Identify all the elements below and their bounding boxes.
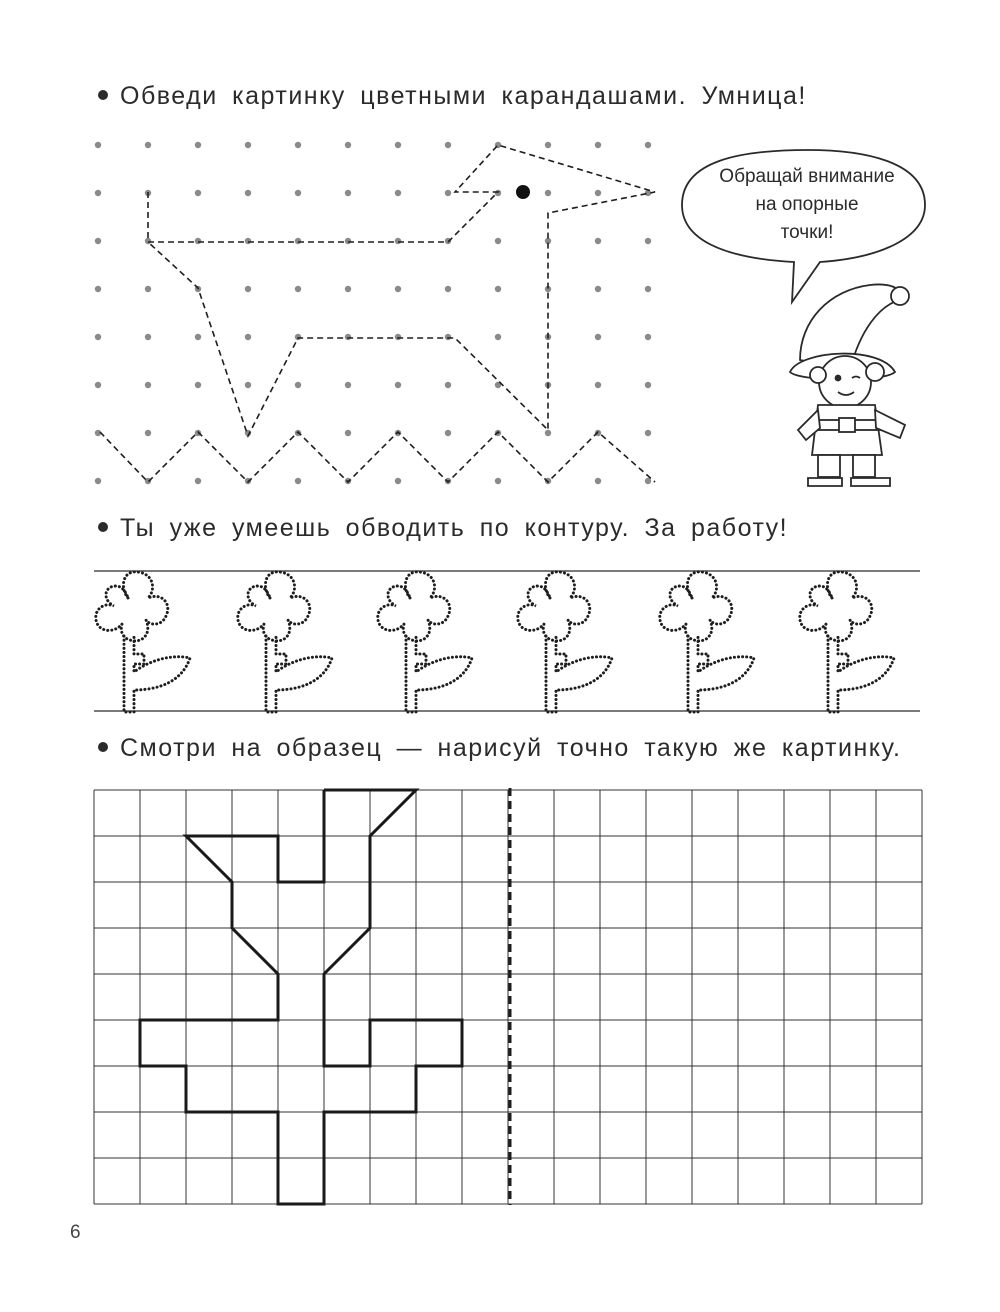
bubble-line-3: точки! bbox=[780, 222, 834, 243]
bubble-line-1: Обращай внимание bbox=[719, 166, 895, 187]
task-3-text: Смотри на образец — нарисуй точно такую же картинку. bbox=[120, 734, 902, 762]
square-grid[interactable] bbox=[94, 790, 922, 1204]
bubble-line-2: на опорные bbox=[755, 194, 859, 215]
page-number: 6 bbox=[70, 1222, 81, 1243]
task-1-text: Обведи картинку цветными карандашами. Умница! bbox=[120, 82, 807, 110]
sample-figure-outline bbox=[140, 790, 462, 1204]
task-2-text: Ты уже умеешь обводить по контуру. За работу! bbox=[120, 514, 789, 542]
